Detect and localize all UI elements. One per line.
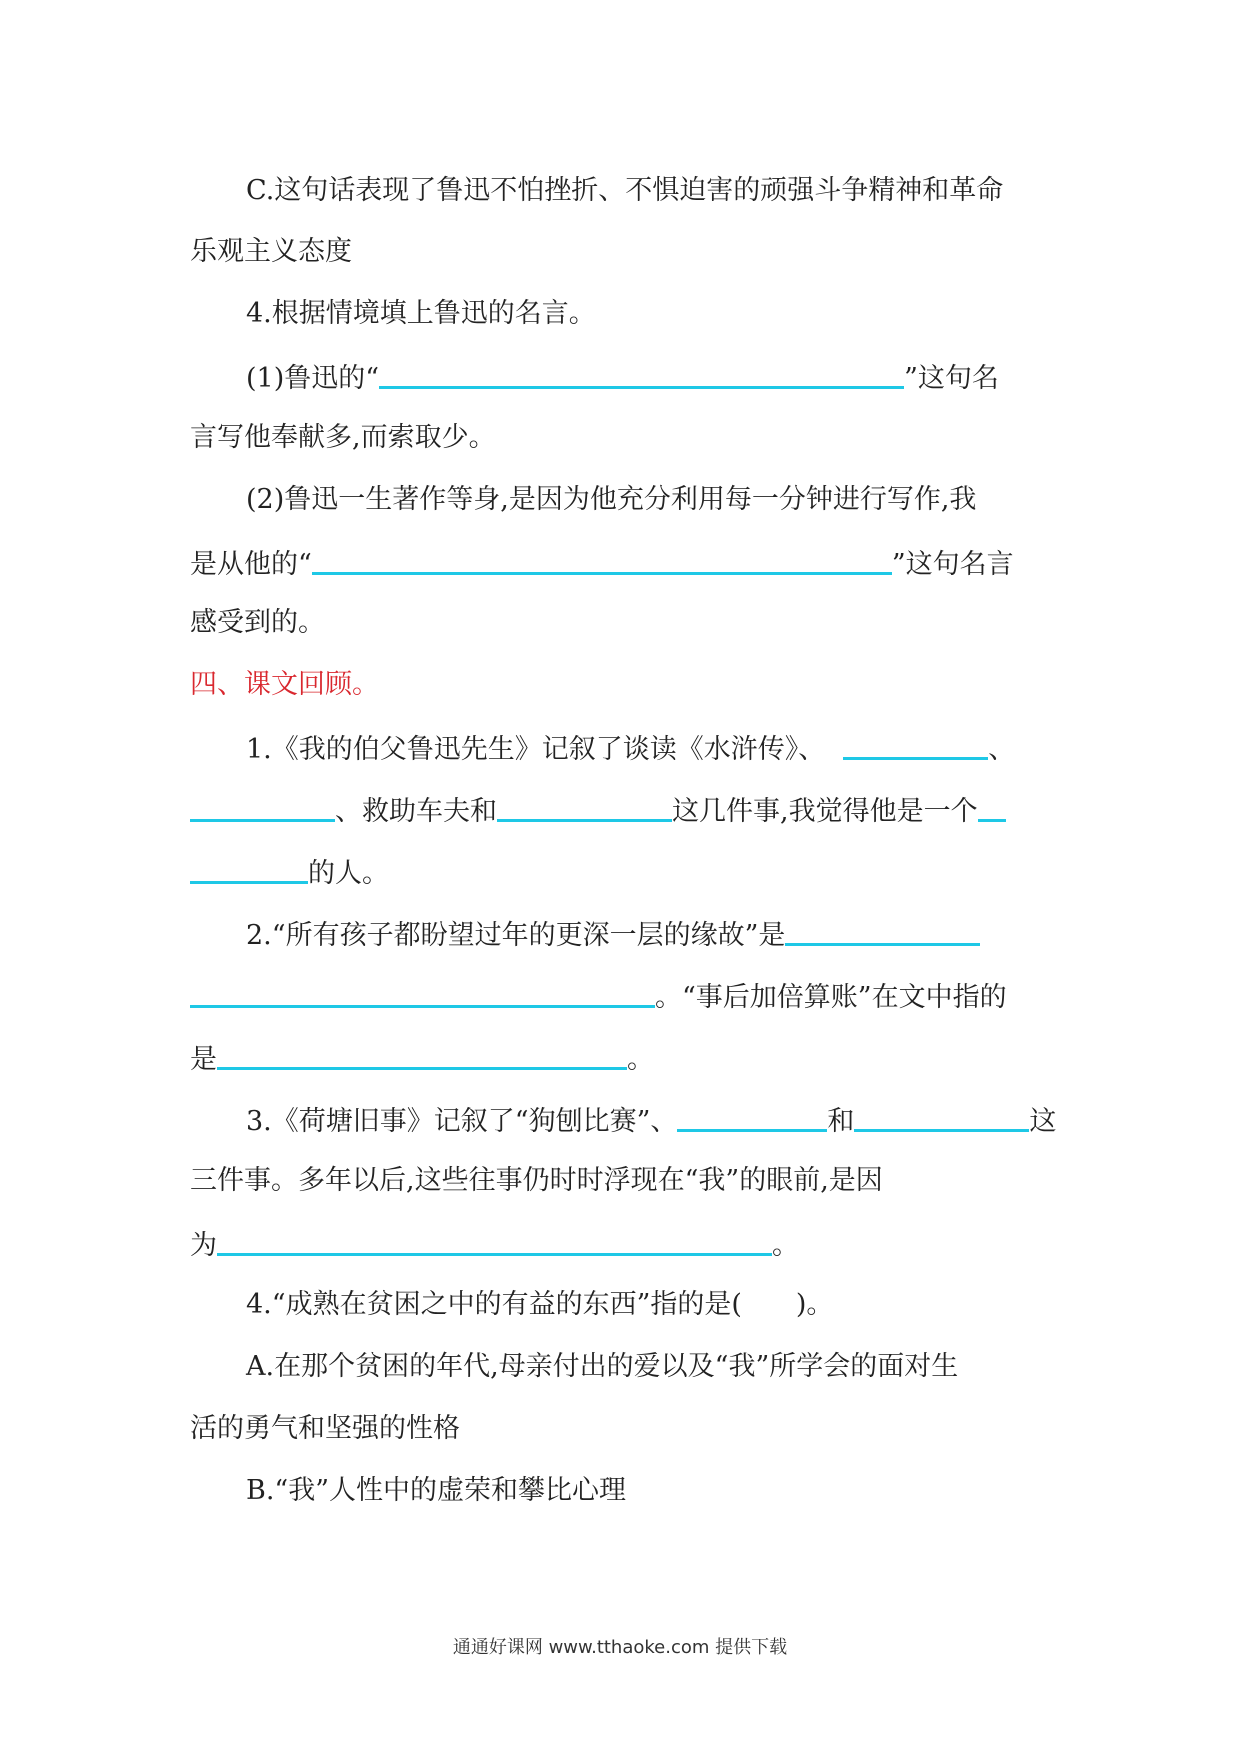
option-b: B.“我”人性中的虚荣和攀比心理	[246, 1475, 627, 1506]
line-option-c: C.这句话表现了鲁迅不怕挫折、不惧迫害的顽强斗争精神和革命	[246, 175, 1004, 206]
review-question-1-cont: 、救助车夫和 这几件事,我觉得他是一个	[190, 783, 1006, 835]
answer-blank[interactable]	[843, 721, 988, 760]
option-a: A.在那个贫困的年代,母亲付出的爱以及“我”所学会的面对生	[246, 1351, 959, 1382]
question-4-1: (1)鲁迅的“ ”这句名	[246, 350, 999, 402]
review-question-3-cont: 三件事。多年以后,这些往事仍时时浮现在“我”的眼前,是因	[190, 1165, 883, 1196]
review-question-2-end: 是 。	[190, 1031, 654, 1083]
answer-blank[interactable]	[190, 969, 655, 1008]
question-4-2-cont: 是从他的“ ”这句名言	[190, 536, 1014, 588]
answer-blank[interactable]	[379, 350, 904, 389]
question-4-2: (2)鲁迅一生著作等身,是因为他充分利用每一分钟进行写作,我	[246, 484, 977, 515]
answer-blank[interactable]	[785, 907, 980, 946]
review-question-4: 4.“成熟在贫困之中的有益的东西”指的是( )。	[246, 1289, 834, 1320]
question-4-1-cont: 言写他奉献多,而索取少。	[190, 422, 496, 453]
review-question-1-end: 的人。	[190, 845, 389, 897]
answer-blank[interactable]	[497, 783, 672, 822]
section-heading: 四、课文回顾。	[190, 669, 379, 700]
review-question-3-end: 为 。	[190, 1217, 799, 1269]
review-question-1: 1.《我的伯父鲁迅先生》记叙了谈读《水浒传》、 、	[246, 721, 1015, 773]
answer-blank[interactable]	[677, 1093, 827, 1132]
question-4-heading: 4.根据情境填上鲁迅的名言。	[246, 298, 596, 329]
question-4-2-end: 感受到的。	[190, 607, 325, 638]
footer-credit: 通通好课网 www.tthaoke.com 提供下载	[452, 1637, 788, 1658]
answer-blank[interactable]	[190, 783, 335, 822]
review-question-2: 2.“所有孩子都盼望过年的更深一层的缘故”是	[246, 907, 980, 959]
answer-blank[interactable]	[854, 1093, 1029, 1132]
answer-blank[interactable]	[978, 783, 1006, 822]
review-question-2-cont: 。“事后加倍算账”在文中指的	[190, 969, 1007, 1021]
answer-blank[interactable]	[190, 845, 308, 884]
answer-blank[interactable]	[312, 536, 892, 575]
answer-blank[interactable]	[217, 1031, 627, 1070]
review-question-3: 3.《荷塘旧事》记叙了“狗刨比赛”、 和 这	[246, 1093, 1056, 1145]
line-option-c-cont: 乐观主义态度	[190, 236, 352, 267]
option-a-cont: 活的勇气和坚强的性格	[190, 1413, 460, 1444]
answer-blank[interactable]	[217, 1217, 772, 1256]
